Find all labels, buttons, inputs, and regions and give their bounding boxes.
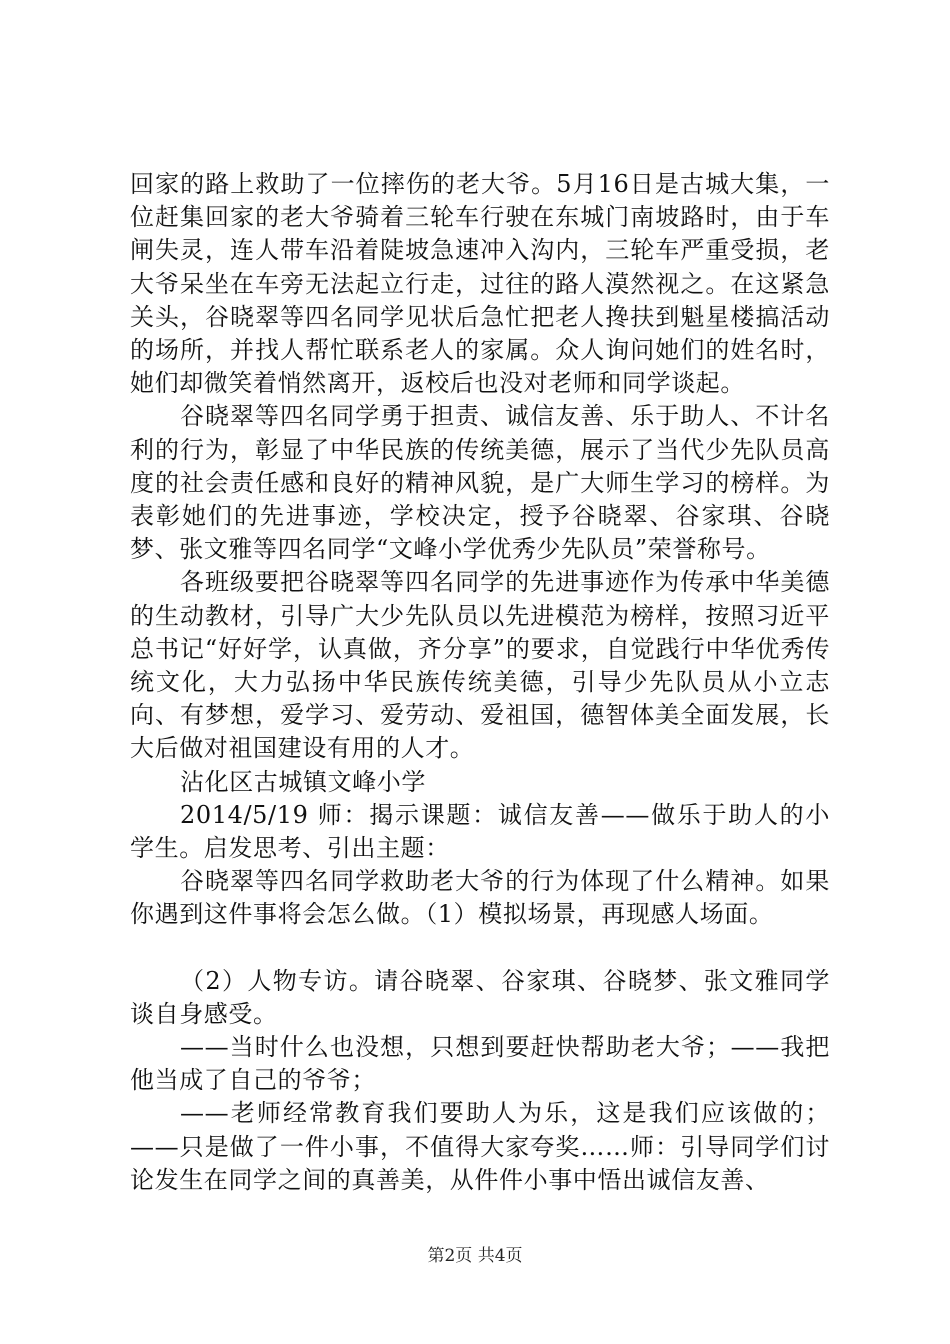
document-body — [130, 168, 830, 1197]
paragraph-commendation: 谷晓翠等四名同学勇于担责、诚信友善、乐于助人、不计名利的行为，彰显了中华民族的传统美德，展示了当代少先队员高度的社会责任感和良好的精神风貌，是广大师生学习的榜样。为表彰她们的先进事迹，学校决定，授予谷晓翠、谷家琪、谷晓梦、张文雅等四名同学“文峰小学优秀少先队员”荣誉称号。 — [130, 402, 830, 564]
paragraph-discussion-question: 谷晓翠等四名同学救助老大爷的行为体现了什么精神。如果你遇到这件事将会怎么做。（1）模拟场景，再现感人场面。 — [130, 867, 830, 929]
paragraph-class-instruction: 各班级要把谷晓翠等四名同学的先进事迹作为传承中华美德的生动教材，引导广大少先队员以先进模范为榜样，按照习近平总书记“好好学，认真做，齐分享”的要求，自觉践行中华优秀传统文化，大力弘扬中华民族传统美德，引导少先队员从小立志向、有梦想，爱学习、爱劳动、爱祖国，德智体美全面发展，长大后做对祖国建设有用的人才。 — [130, 568, 830, 763]
paragraph-response-1: ——当时什么也没想，只想到要赶快帮助老大爷；——我把他当成了自己的爷爷； — [130, 1033, 830, 1095]
paragraph-rescue-story: 回家的路上救助了一位摔伤的老大爷。5月16日是古城大集，一位赶集回家的老大爷骑着三轮车行驶在东城门南坡路时，由于车闸失灵，连人带车沿着陡坡急速冲入沟内，三轮车严重受损，老大爷呆坐在车旁无法起立行走，过往的路人漠然视之。在这紧急关头，谷晓翠等四名同学见状后急忙把老人搀扶到魁星楼搞活动的场所，并找人帮忙联系老人的家属。众人询问她们的姓名时，她们却微笑着悄然离开，返校后也没对老师和同学谈起。 — [130, 170, 830, 398]
paragraph-date-lesson-topic: 2014/5/19 师：揭示课题：诚信友善——做乐于助人的小学生。启发思考、引出主题： — [130, 800, 830, 863]
page-number-footer: 第2页 共4页 — [427, 1246, 523, 1266]
paragraph-response-2: ——老师经常教育我们要助人为乐，这是我们应该做的；——只是做了一件小事，不值得大家夸奖……师：引导同学们讨论发生在同学之间的真善美，从件件小事中悟出诚信友善、 — [130, 1099, 830, 1194]
paragraph-school-name: 沾化区古城镇文峰小学 — [180, 767, 426, 796]
paragraph-interview: （2）人物专访。请谷晓翠、谷家琪、谷晓梦、张文雅同学谈自身感受。 — [130, 966, 830, 1028]
